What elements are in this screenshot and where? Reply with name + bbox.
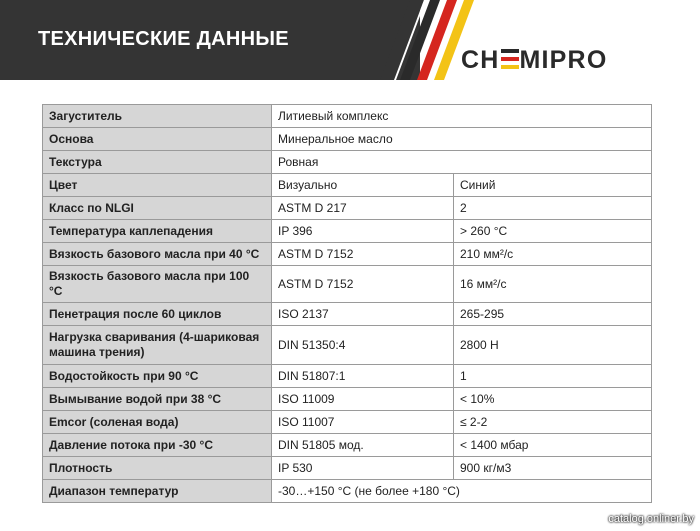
- spec-value-cell: DIN 51350:4: [272, 326, 454, 365]
- logo-text-left: CH: [461, 46, 500, 74]
- table-row: [43, 457, 652, 480]
- spec-value-cell: -30…+150 °C (не более +180 °C): [272, 480, 652, 503]
- table-row: [43, 388, 652, 411]
- spec-name-cell: Текстура: [43, 151, 272, 174]
- spec-result-cell: < 10%: [454, 388, 652, 411]
- spec-result-cell: 210 мм²/с: [454, 243, 652, 266]
- spec-value-cell: ISO 2137: [272, 303, 454, 326]
- spec-result-cell: 900 кг/м3: [454, 457, 652, 480]
- spec-value-cell: ASTM D 7152: [272, 243, 454, 266]
- spec-result-cell: 1: [454, 365, 652, 388]
- spec-value-cell: Минеральное масло: [272, 128, 652, 151]
- page-title: ТЕХНИЧЕСКИЕ ДАННЫЕ: [38, 28, 289, 50]
- watermark: catalog.onliner.by: [608, 513, 694, 525]
- table-row: [43, 105, 652, 128]
- table-row: [43, 411, 652, 434]
- spec-table: [42, 104, 652, 503]
- spec-name-cell: Emcor (соленая вода): [43, 411, 272, 434]
- spec-name-cell: Класс по NLGI: [43, 197, 272, 220]
- spec-value-cell: DIN 51807:1: [272, 365, 454, 388]
- spec-name-cell: Вязкость базового масла при 40 °C: [43, 243, 272, 266]
- table-row: [43, 326, 652, 365]
- spec-name-cell: Давление потока при -30 °C: [43, 434, 272, 457]
- logo-e-icon: [501, 49, 519, 69]
- spec-name-cell: Водостойкость при 90 °C: [43, 365, 272, 388]
- spec-result-cell: ≤ 2-2: [454, 411, 652, 434]
- title-bar: [0, 0, 420, 80]
- spec-result-cell: > 260 °C: [454, 220, 652, 243]
- header: [0, 0, 700, 80]
- spec-value-cell: ISO 11009: [272, 388, 454, 411]
- table-row: [43, 303, 652, 326]
- table-row: [43, 480, 652, 503]
- spec-value-cell: IP 530: [272, 457, 454, 480]
- table-row: [43, 174, 652, 197]
- spec-result-cell: 2800 Н: [454, 326, 652, 365]
- table-row: [43, 128, 652, 151]
- spec-name-cell: Вымывание водой при 38 °C: [43, 388, 272, 411]
- spec-name-cell: Плотность: [43, 457, 272, 480]
- table-row: [43, 434, 652, 457]
- spec-result-cell: Синий: [454, 174, 652, 197]
- spec-result-cell: 16 мм²/с: [454, 266, 652, 303]
- spec-value-cell: Визуально: [272, 174, 454, 197]
- spec-value-cell: Литиевый комплекс: [272, 105, 652, 128]
- table-row: [43, 151, 652, 174]
- spec-value-cell: ASTM D 7152: [272, 266, 454, 303]
- table-row: [43, 266, 652, 303]
- spec-name-cell: Пенетрация после 60 циклов: [43, 303, 272, 326]
- spec-value-cell: DIN 51805 мод.: [272, 434, 454, 457]
- table-row: [43, 197, 652, 220]
- spec-name-cell: Температура каплепадения: [43, 220, 272, 243]
- spec-name-cell: Вязкость базового масла при 100 °C: [43, 266, 272, 303]
- spec-result-cell: < 1400 мбар: [454, 434, 652, 457]
- table-row: [43, 365, 652, 388]
- spec-value-cell: ISO 11007: [272, 411, 454, 434]
- brand-logo: [461, 46, 607, 75]
- spec-name-cell: Диапазон температур: [43, 480, 272, 503]
- table-row: [43, 220, 652, 243]
- spec-value-cell: ASTM D 217: [272, 197, 454, 220]
- spec-name-cell: Основа: [43, 128, 272, 151]
- logo-text-right: MIPRO: [519, 46, 608, 74]
- spec-result-cell: 265-295: [454, 303, 652, 326]
- spec-name-cell: Цвет: [43, 174, 272, 197]
- spec-value-cell: IP 396: [272, 220, 454, 243]
- table-row: [43, 243, 652, 266]
- spec-name-cell: Загуститель: [43, 105, 272, 128]
- spec-value-cell: Ровная: [272, 151, 652, 174]
- spec-result-cell: 2: [454, 197, 652, 220]
- spec-name-cell: Нагрузка сваривания (4-шариковая машина трения): [43, 326, 272, 365]
